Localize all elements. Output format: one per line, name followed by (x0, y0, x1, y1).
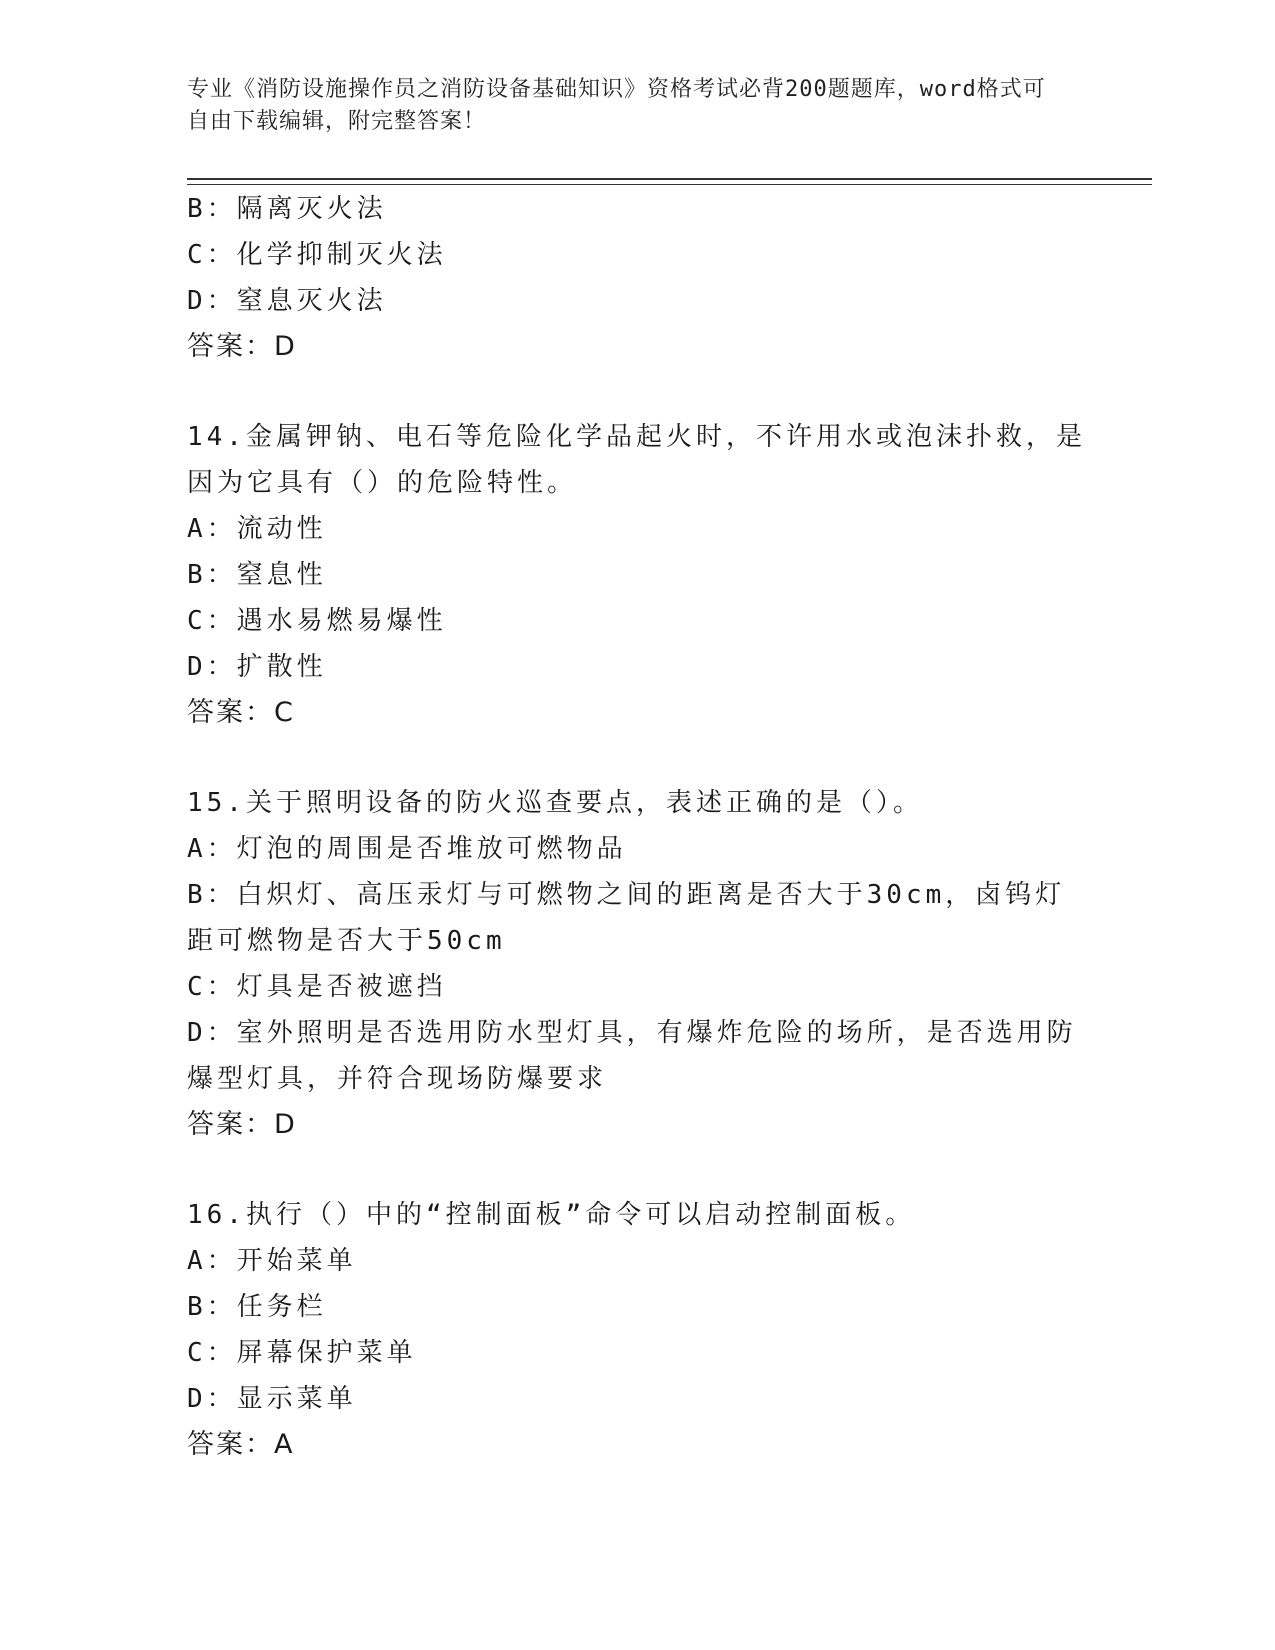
header-rule-thin (187, 184, 1152, 185)
option-b: B：隔离灭火法 (187, 194, 387, 224)
question-13-continued (187, 186, 1087, 370)
question-stem: 16.执行（）中的“控制面板”命令可以启动控制面板。 (187, 1200, 916, 1230)
header-rule-thick (187, 178, 1152, 180)
option-d: D：窒息灭火法 (187, 286, 387, 316)
document-body (187, 186, 1087, 1468)
option-c: C：灯具是否被遮挡 (187, 972, 447, 1002)
question-14 (187, 414, 1087, 736)
answer-line: 答案：D (187, 1109, 297, 1140)
question-16 (187, 1192, 1087, 1468)
option-d: D：显示菜单 (187, 1384, 357, 1414)
option-a: A：灯泡的周围是否堆放可燃物品 (187, 834, 627, 864)
document-header: 专业《消防设施操作员之消防设备基础知识》资格考试必背200题题库，word格式可自由下载编辑，附完整答案！ (187, 77, 1046, 134)
option-c: C：屏幕保护菜单 (187, 1338, 417, 1368)
option-c: C：遇水易燃易爆性 (187, 606, 447, 636)
option-d: D：室外照明是否选用防水型灯具，有爆炸危险的场所，是否选用防爆型灯具，并符合现场防爆要求 (187, 1018, 1077, 1094)
option-a: A：开始菜单 (187, 1246, 357, 1276)
question-stem: 14.金属钾钠、电石等危险化学品起火时，不许用水或泡沫扑救，是因为它具有（）的危险特性。 (187, 422, 1086, 498)
option-a: A：流动性 (187, 514, 327, 544)
answer-line: 答案：C (187, 697, 295, 728)
question-15 (187, 780, 1087, 1148)
option-b: B：任务栏 (187, 1292, 327, 1322)
question-stem: 15.关于照明设备的防火巡查要点，表述正确的是（）。 (187, 788, 923, 818)
answer-line: 答案：A (187, 1429, 295, 1460)
option-b: B：白炽灯、高压汞灯与可燃物之间的距离是否大于30cm，卤钨灯距可燃物是否大于50cm (187, 880, 1066, 956)
option-b: B：窒息性 (187, 560, 327, 590)
spacer (187, 736, 1087, 780)
spacer (187, 1148, 1087, 1192)
option-c: C：化学抑制灭火法 (187, 240, 447, 270)
spacer (187, 370, 1087, 414)
option-d: D：扩散性 (187, 652, 327, 682)
answer-line: 答案：D (187, 331, 297, 362)
